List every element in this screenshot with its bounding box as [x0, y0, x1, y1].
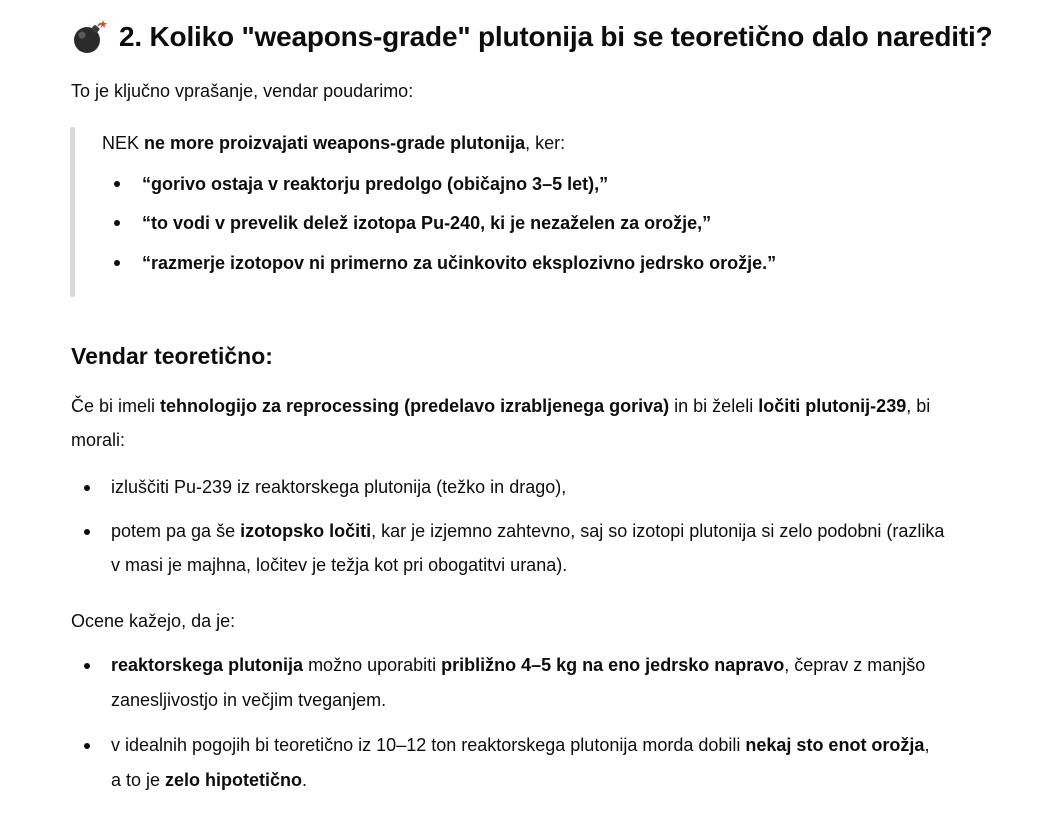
blockquote-bar — [70, 127, 75, 297]
list-item-continuation — [111, 763, 307, 798]
text-run-bold: zelo hipotetično — [165, 770, 303, 790]
text-run: Če bi imeli — [71, 396, 161, 416]
blockquote-lead — [102, 128, 565, 158]
text-run-bold: približno 4–5 kg na eno jedrsko napravo — [441, 655, 785, 675]
intro-paragraph: To je ključno vprašanje, vendar poudarimo: — [71, 81, 414, 101]
bullet-dot — [114, 181, 120, 187]
bullet-dot — [114, 220, 120, 226]
text-run: a to je — [111, 770, 166, 790]
text-run: . — [302, 770, 308, 790]
list-item — [111, 514, 944, 549]
text-run: in bi želeli — [669, 396, 759, 416]
bullet-dot — [84, 663, 90, 669]
text-run-bold: reaktorskega plutonija — [111, 655, 304, 675]
bomb-icon — [71, 19, 107, 55]
section-heading — [71, 19, 993, 55]
text-run: , kar je izjemno zahtevno, saj so izotopi plutonija si zelo podobni (razlika — [371, 521, 945, 541]
list-item — [111, 648, 925, 683]
text-run: , — [924, 735, 930, 755]
quote-lead-post: , ker: — [525, 133, 566, 153]
bullet-dot — [84, 485, 90, 491]
paragraph-line — [71, 389, 930, 424]
text-run: v idealnih pogojih bi teoretično iz 10–12 ton reaktorskega plutonija morda dobili — [111, 735, 746, 755]
subsection-title: Vendar teoretično: — [71, 343, 273, 369]
text-run-bold: tehnologijo za reprocessing (predelavo izrabljenega goriva) — [160, 396, 670, 416]
quote-item: “razmerje izotopov ni primerno za učinkovito eksplozivno jedrsko orožje.” — [142, 253, 777, 273]
text-run-bold: nekaj sto enot orožja — [745, 735, 925, 755]
section-heading-text: 2. Koliko "weapons-grade" plutonija bi se teoretično dalo narediti? — [119, 21, 993, 52]
bullet-dot — [84, 529, 90, 535]
list-item-continuation: zanesljivostjo in večjim tveganjem. — [111, 690, 387, 710]
quote-item: “to vodi v prevelik delež izotopa Pu-240, ki je nezaželen za orožje,” — [142, 213, 712, 233]
text-run-bold: izotopsko ločiti — [240, 521, 372, 541]
paragraph-line: morali: — [71, 430, 126, 450]
quote-item: “gorivo ostaja v reaktorju predolgo (običajno 3–5 let),” — [142, 174, 609, 194]
paragraph-line: Ocene kažejo, da je: — [71, 611, 236, 631]
list-item-continuation: v masi je majhna, ločitev je težja kot pri obogatitvi urana). — [111, 555, 568, 575]
bullet-dot — [114, 260, 120, 266]
bullet-dot — [84, 743, 90, 749]
text-run: , čeprav z manjšo — [784, 655, 926, 675]
text-run-bold: ločiti plutonij-239 — [758, 396, 907, 416]
list-item: izluščiti Pu-239 iz reaktorskega plutonija (težko in drago), — [111, 477, 567, 497]
text-run: možno uporabiti — [303, 655, 442, 675]
list-item — [111, 728, 929, 763]
text-run: , bi — [906, 396, 931, 416]
text-run: potem pa ga še — [111, 521, 241, 541]
quote-lead-bold: ne more proizvajati weapons-grade plutonija — [144, 133, 526, 153]
quote-lead-pre: NEK — [102, 133, 145, 153]
